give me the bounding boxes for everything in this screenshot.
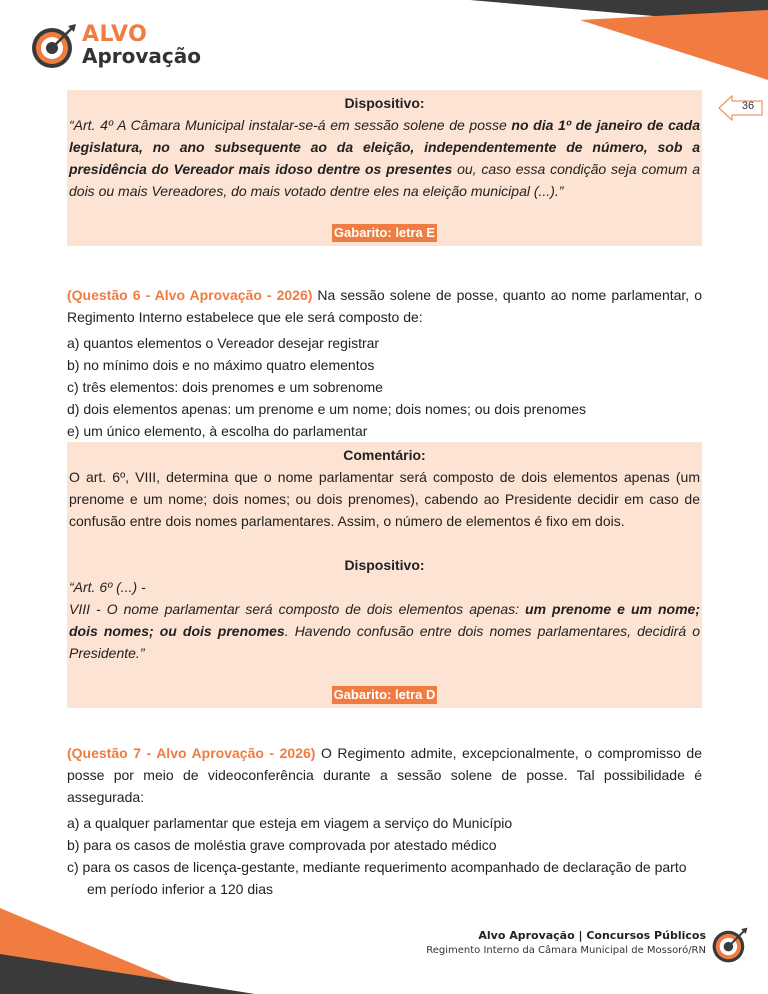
option-b: b) para os casos de moléstia grave comprovada por atestado médico — [67, 837, 497, 853]
option-a: a) quantos elementos o Vereador desejar registrar — [67, 335, 380, 351]
answer-badge-1: Gabarito: letra E — [333, 225, 436, 240]
brand-logo — [30, 22, 200, 74]
question-7-options — [67, 812, 702, 900]
answer-box-1 — [67, 90, 702, 246]
question-7-label: (Questão 7 - Alvo Aprovação - 2026) — [67, 745, 316, 761]
question-6-options — [67, 332, 702, 442]
text-part: ou, caso essa condição seja comum a dois ou mais Vereadores, do mais votado dentre eles na eleição municipal (...).” — [69, 161, 700, 199]
option-e: e) um único elemento, à escolha do parlamentar — [67, 423, 368, 439]
text-part: “Art. 4º A Câmara Municipal instalar-se-á em sessão solene de posse — [69, 117, 512, 133]
answer-box-2 — [67, 442, 702, 708]
option-d: d) dois elementos apenas: um prenome e um nome; dois nomes; ou dois prenomes — [67, 401, 587, 417]
answer-badge-2: Gabarito: letra D — [333, 687, 436, 702]
question-6 — [67, 284, 702, 328]
footer-corner-decoration — [0, 894, 300, 994]
option-a: a) a qualquer parlamentar que esteja em viagem a serviço do Município — [67, 815, 513, 831]
dispositivo-text-1 — [69, 114, 700, 202]
comentario-text: O art. 6º, VIII, determina que o nome parlamentar será composto de dois elementos apenas (um prenome e um nome; dois nomes; ou dois prenomes), cabendo ao Presidente decidir em caso de confusão entre dois nomes parlamentares. Assim, o número de elementos é fixo em dois. — [69, 469, 700, 529]
text-part: . Havendo confusão entre dois nomes parlamentares, decidirá o Presidente.” — [69, 623, 700, 661]
question-6-label: (Questão 6 - Alvo Aprovação - 2026) — [67, 287, 313, 303]
footer-subtitle: Regimento Interno da Câmara Municipal de Mossoró/RN — [426, 945, 706, 956]
dispositivo-heading-1: Dispositivo: — [344, 95, 425, 111]
dispositivo-line-2: “Art. 6º (...) - — [69, 579, 146, 595]
dispositivo-heading-2: Dispositivo: — [344, 557, 425, 573]
option-b: b) no mínimo dois e no máximo quatro elementos — [67, 357, 375, 373]
comentario-heading: Comentário: — [343, 447, 426, 463]
page-footer — [426, 929, 706, 956]
logo-text-aprovacao: Aprovação — [82, 44, 202, 68]
text-part-bold: um prenome e um nome; dois nomes; ou dois prenomes — [69, 601, 700, 639]
main-content — [67, 90, 702, 900]
dispositivo-text-2 — [69, 598, 700, 664]
option-c: c) três elementos: dois prenomes e um sobrenome — [67, 379, 383, 395]
question-7 — [67, 742, 702, 808]
option-c: c) para os casos de licença-gestante, mediante requerimento acompanhado de declaração de parto em período inferior a 120 dias — [67, 859, 687, 897]
footer-brand: Alvo Aprovação | Concursos Públicos — [478, 929, 706, 942]
target-logo-icon — [711, 926, 749, 964]
question-7-stem: O Regimento admite, excepcionalmente, o compromisso de posse por meio de videoconferência durante a sessão solene de posse. Tal possibilidade é assegurada: — [67, 745, 702, 805]
page-number-tag — [718, 95, 764, 121]
text-part: VIII - O nome parlamentar será composto de dois elementos apenas: — [69, 601, 526, 617]
logo-text-alvo: ALVO — [82, 22, 148, 47]
question-6-stem: Na sessão solene de posse, quanto ao nome parlamentar, o Regimento Interno estabelece que ele será composto de: — [67, 287, 702, 325]
text-part-bold: no dia 1º de janeiro de cada legislatura, no ano subsequente ao da eleição, independentemente de número, sob a presidência do Vereador mais idoso dentre os presentes — [69, 117, 701, 177]
target-logo-icon — [30, 22, 78, 70]
page-number: 36 — [741, 100, 755, 112]
